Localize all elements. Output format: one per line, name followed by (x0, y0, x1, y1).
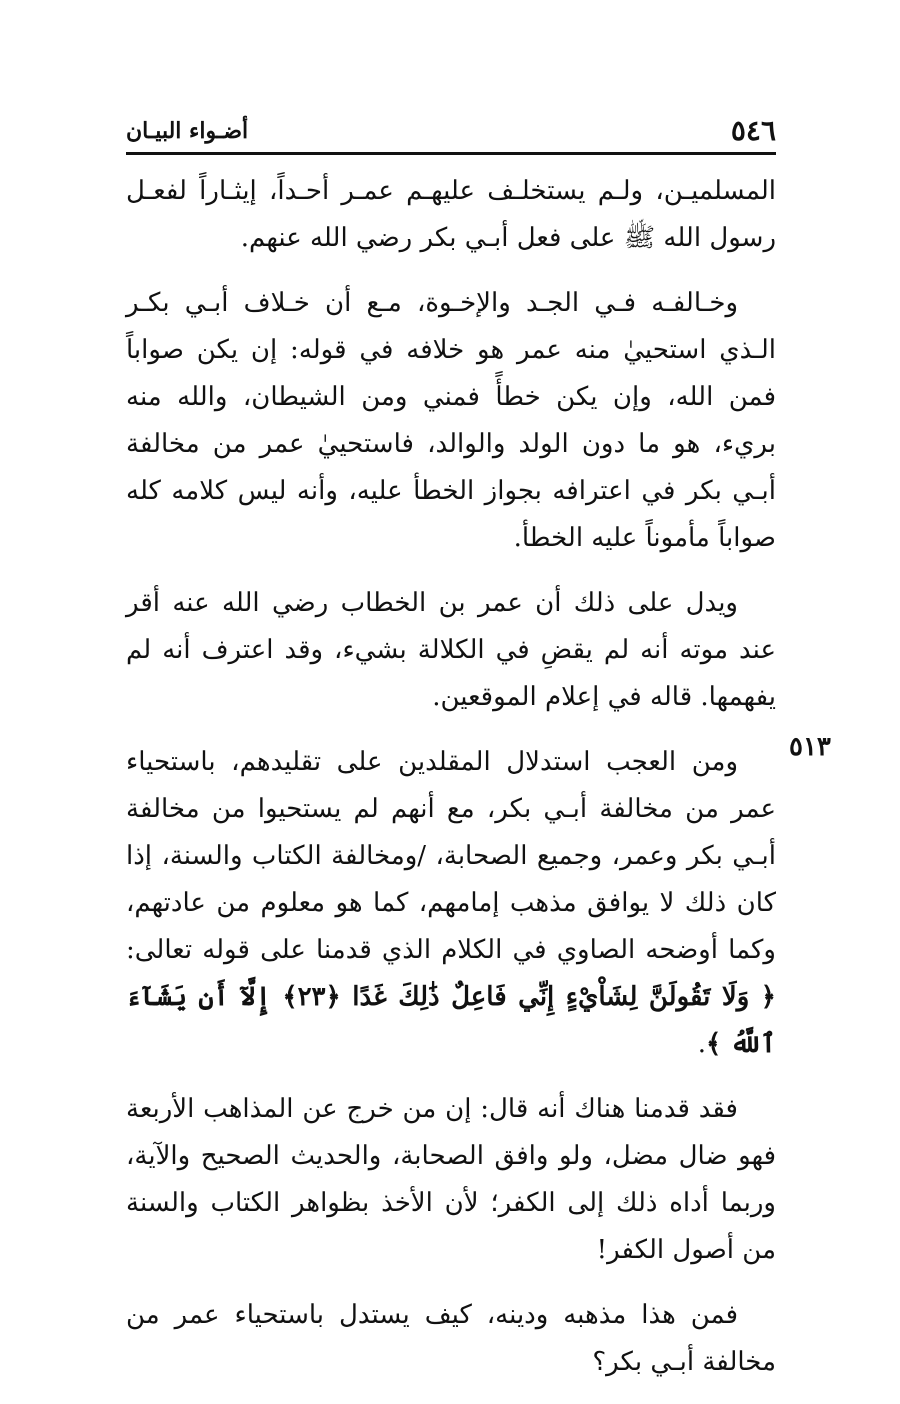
paragraph-2: وخـالفـه فـي الجـد والإخـوة، مـع أن خـلاف أبـي بكـر الـذي استحييٰ منه عمر هو خلافه في قوله: إن يكن صواباً فمن الله، وإن يكن خطأً فمني ومن الشيطان، والله منه بريء، هو ما دون الولد والوالد، فاستحييٰ عمر من مخالفة أبـي بكر في اعترافه بجواز الخطأ عليه، وأنه ليس كلامه كله صواباً مأموناً عليه الخطأ. (126, 288, 776, 553)
header-rule (126, 152, 776, 155)
margin-page-reference: ٥١٣ (789, 732, 831, 762)
paragraph-5: فقد قدمنا هناك أنه قال: إن من خرج عن المذاهب الأربعة فهو ضال مضل، ولو وافق الصحابة، والحديث الصحيح والآية، وربما أداه ذلك إلى الكفر؛ لأن الأخذ بظواهر الكتاب والسنة من أصول الكفر! (126, 1094, 776, 1265)
paragraph-3: ويدل على ذلك أن عمر بن الخطاب رضي الله عنه أقر عند موته أنه لم يقضِ في الكلالة بشيء، وقد اعترف أنه لم يفهمها. قاله في إعلام الموقعين. (126, 588, 776, 712)
page-body (126, 168, 776, 1404)
quran-verse: ﴿ وَلَا تَقُولَنَّ لِشَاْيْءٍ إِنِّي فَاعِلٌ ذَٰلِكَ غَدًا ﴿٢٣﴾ إِلَّآ أَن يَشَآءَ ٱللَّهُ ﴾ (126, 982, 776, 1059)
book-title: أضـواء البيـان (126, 118, 249, 144)
verse-end-mark: . (697, 1029, 706, 1059)
paragraph-4-text: ومن العجب استدلال المقلدين على تقليدهم، باستحياء عمر من مخالفة أبـي بكر، مع أنهم لم يستحيوا من مخالفة أبـي بكر وعمر، وجميع الصحابة، /ومخالفة الكتاب والسنة، إذا كان ذلك لا يوافق مذهب إمامهم، كما هو معلوم من عادتهم، وكما أوضحه الصاوي في الكلام الذي قدمنا على قوله تعالى: (126, 747, 776, 965)
paragraph-4 (126, 739, 776, 1068)
page-number: ٥٤٦ (730, 114, 776, 147)
page-header (126, 108, 776, 152)
paragraph-1: المسلميـن، ولـم يستخلـف عليهـم عمـر أحـداً، إيثـاراً لفعـل رسول الله ﷺ على فعل أبـي بكر رضي الله عنهم. (126, 176, 776, 253)
paragraph-6: فمن هذا مذهبه ودينه، كيف يستدل باستحياء عمر من مخالفة أبـي بكر؟ (126, 1300, 776, 1377)
